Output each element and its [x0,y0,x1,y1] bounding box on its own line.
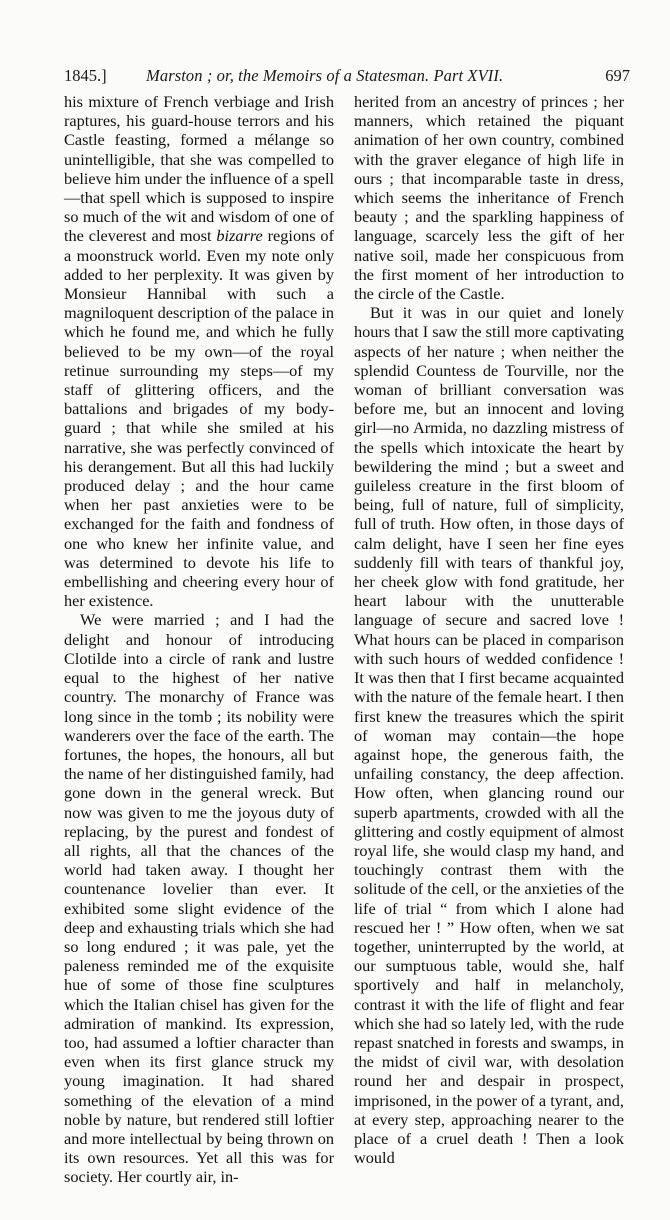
header-year: 1845.] [64,66,107,85]
page-number: 697 [605,66,630,85]
left-column [64,92,334,1187]
left-paragraph-2: We were married ; and I had the delight and honour of introducing Clotilde into a circle of rank and lustre equal to the highest of her native country. The monarchy of France was long since in the tomb ; its nobility were wanderers over the face of the earth. The fortunes, the hopes, the honours, all but the name of her distinguished family, had gone down in the general wreck. But now was given to me the joyous duty of replacing, by the purest and fondest of all rights, all that the chances of the world had taken away. I thought her countenance lovelier than ever. It exhibited some slight evidence of the deep and exhausting trials which she had so long endured ; it was pale, yet the paleness reminded me of the exquisite hue of some of those fine sculptures which the Italian chisel has given for the admiration of mankind. Its expression, too, had assumed a loftier character than even when its first glance struck my young imagination. It had shared something of the elevation of a mind noble by nature, but rendered still loftier and more intellectual by being thrown on its own resources. Yet all this was for society. Her courtly air, in- [64,610,334,1187]
left-paragraph-1-text-a: his mixture of French verbiage and Irish raptures, his guard-house terrors and his Castle feasting, formed a mélange so unintelligible, that she was compelled to believe him under the influence of a spell—that spell which is supposed to inspire so much of the wit and wisdom of one of the cleverest and most [64,92,334,246]
left-paragraph-1 [64,92,334,610]
right-column [354,92,624,1167]
header-title: Marston ; or, the Memoirs of a Statesman. Part XVII. [146,66,504,85]
left-paragraph-1-text-b: regions of a moonstruck world. Even my note only added to her perplexity. It was given by Monsieur Hannibal with such a magniloquent description of the palace in which he found me, and which he fully believed to be my own—of the royal retinue surrounding my steps—of my staff of glittering officers, and the battalions and brigades of my body-guard ; that while she smiled at his narrative, she was perfectly convinced of his derangement. But all this had luckily produced delay ; and the hour came when her past anxieties were to be exchanged for the faith and fondness of one who knew her infinite value, and was determined to devote his life to embellishing and cheering every hour of her existence. [64,226,334,611]
left-paragraph-1-italic: bizarre [216,226,263,246]
right-paragraph-2: But it was in our quiet and lonely hours that I saw the still more captivating aspects of her nature ; when neither the splendid Countess de Tourville, nor the woman of brilliant conversation was before me, but an innocent and loving girl—no Armida, no dazzling mistress of the spells which intoxicate the heart by bewildering the mind ; but a sweet and guileless creature in the first bloom of being, full of nature, full of simplicity, full of truth. How often, in those days of calm delight, have I seen her fine eyes suddenly fill with tears of thankful joy, her cheek glow with fond gratitude, her heart labour with the unutterable language of secure and sacred love ! What hours can be placed in comparison with such hours of wedded confidence ! It was then that I first became acquainted with the nature of the female heart. I then first knew the treasures which the spirit of woman may contain—the hope against hope, the generous faith, the unfailing constancy, the deep affection. How often, when glancing round our superb apartments, crowded with all the glittering and costly equipment of almost royal life, she would clasp my hand, and touchingly contrast them with the solitude of the cell, or the anxieties of the life of trial “ from which I alone had rescued her ! ” How often, when we sat together, uninterrupted by the world, at our sumptuous table, would she, half sportively and half in melancholy, contrast it with the life of flight and fear which she had so lately led, with the rude repast snatched in forests and swamps, in the midst of civil war, with desolation round her and despair in prospect, imprisoned, in the power of a tyrant, and, at every step, approaching nearer to the place of a cruel death ! Then a look would [354,303,624,1168]
right-paragraph-1: herited from an ancestry of princes ; her manners, which retained the piquant animation of her own country, combined with the graver elegance of high life in ours ; that incomparable taste in dress, which seems the inheritance of French beauty ; and the sparkling happiness of language, scarcely less the gift of her native soil, made her conspicuous from the first moment of her introduction to the circle of the Castle. [354,92,624,304]
running-header [64,66,630,90]
